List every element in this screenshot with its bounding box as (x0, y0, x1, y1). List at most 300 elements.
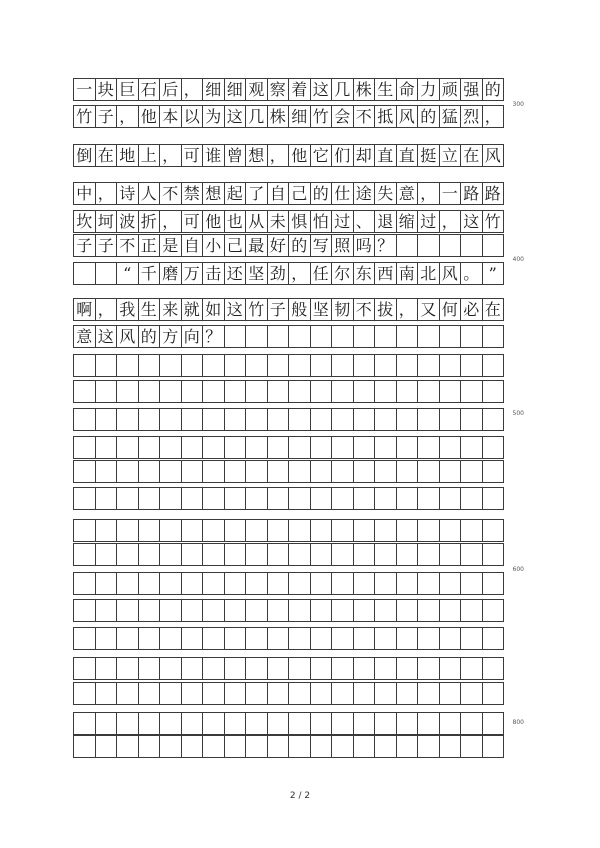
grid-cell (396, 380, 419, 403)
grid-cell (417, 380, 440, 403)
grid-cell (202, 599, 225, 622)
grid-cell (439, 657, 462, 680)
grid-cell (181, 487, 204, 510)
grid-cell (482, 519, 505, 542)
grid-cell: 是 (159, 234, 182, 257)
grid-cell (331, 543, 354, 566)
grid-cell (331, 460, 354, 483)
grid-cell (73, 657, 96, 680)
grid-cell: 人 (138, 182, 161, 205)
grid-cell (353, 519, 376, 542)
grid-cell (417, 234, 440, 257)
grid-cell (396, 712, 419, 735)
grid-cell (95, 657, 118, 680)
grid-cell: 写 (310, 234, 333, 257)
grid-cell (202, 572, 225, 595)
grid-cell (460, 408, 483, 431)
grid-cell (439, 408, 462, 431)
grid-cell: 的 (138, 325, 161, 348)
grid-cell: 尔 (331, 262, 354, 285)
grid-cell (267, 657, 290, 680)
grid-cell (95, 354, 118, 377)
grid-cell (353, 627, 376, 650)
grid-cell (417, 543, 440, 566)
grid-cell (331, 657, 354, 680)
grid-cell (224, 354, 247, 377)
grid-cell: 向 (181, 325, 204, 348)
grid-cell: 细 (288, 105, 311, 128)
grid-cell (288, 408, 311, 431)
grid-row (73, 519, 523, 542)
grid-cell: 这 (224, 105, 247, 128)
grid-row (73, 712, 523, 735)
grid-cell (138, 408, 161, 431)
grid-cell: ？ (374, 234, 397, 257)
grid-cell (439, 325, 462, 348)
grid-cell (159, 682, 182, 705)
grid-cell (460, 657, 483, 680)
grid-cell (374, 657, 397, 680)
grid-cell (353, 408, 376, 431)
grid-cell (95, 599, 118, 622)
grid-cell: 不 (353, 105, 376, 128)
grid-cell (396, 572, 419, 595)
grid-row (73, 408, 523, 431)
grid-cell (331, 354, 354, 377)
grid-cell (181, 543, 204, 566)
grid-cell (73, 354, 96, 377)
grid-cell (331, 408, 354, 431)
grid-cell (396, 487, 419, 510)
grid-cell (267, 682, 290, 705)
grid-cell (482, 712, 505, 735)
grid-cell: 们 (331, 144, 354, 167)
grid-cell (374, 408, 397, 431)
grid-cell: 风 (116, 325, 139, 348)
grid-cell (267, 325, 290, 348)
grid-cell (482, 543, 505, 566)
grid-row (73, 572, 523, 595)
grid-cell (417, 408, 440, 431)
grid-row (73, 78, 523, 101)
grid-cell (417, 627, 440, 650)
grid-cell: 风 (482, 144, 505, 167)
grid-cell (439, 354, 462, 377)
grid-cell: 自 (267, 182, 290, 205)
grid-cell (310, 735, 333, 758)
grid-cell (460, 519, 483, 542)
grid-cell: 劲 (267, 262, 290, 285)
grid-cell: 命 (396, 78, 419, 101)
grid-cell (245, 354, 268, 377)
grid-cell (374, 519, 397, 542)
grid-cell (267, 572, 290, 595)
grid-cell: ， (95, 298, 118, 321)
grid-cell (482, 487, 505, 510)
grid-cell: 惧 (288, 210, 311, 233)
grid-cell (267, 380, 290, 403)
grid-cell: 却 (353, 144, 376, 167)
grid-cell (95, 627, 118, 650)
grid-cell (417, 325, 440, 348)
grid-cell (288, 325, 311, 348)
grid-cell (73, 519, 96, 542)
grid-row (73, 436, 523, 459)
grid-cell (245, 460, 268, 483)
grid-row (73, 262, 523, 285)
grid-cell: ， (159, 210, 182, 233)
grid-cell (417, 572, 440, 595)
grid-cell: ？ (202, 325, 225, 348)
grid-cell: 南 (396, 262, 419, 285)
grid-cell (224, 627, 247, 650)
grid-cell (116, 599, 139, 622)
grid-cell: 未 (267, 210, 290, 233)
grid-cell (417, 712, 440, 735)
grid-cell (331, 735, 354, 758)
grid-cell (245, 735, 268, 758)
grid-cell (116, 682, 139, 705)
grid-cell (353, 380, 376, 403)
grid-cell: 观 (245, 78, 268, 101)
grid-cell (138, 572, 161, 595)
grid-cell: 察 (267, 78, 290, 101)
grid-cell: 为 (202, 105, 225, 128)
grid-cell (396, 460, 419, 483)
grid-cell: 的 (417, 105, 440, 128)
grid-cell (95, 487, 118, 510)
grid-cell (202, 627, 225, 650)
grid-cell (460, 543, 483, 566)
grid-cell (95, 543, 118, 566)
grid-cell (116, 627, 139, 650)
grid-cell (181, 460, 204, 483)
grid-cell: 倒 (73, 144, 96, 167)
grid-cell (245, 599, 268, 622)
grid-cell (460, 436, 483, 459)
grid-cell (417, 460, 440, 483)
grid-cell: 怕 (310, 210, 333, 233)
grid-cell (159, 627, 182, 650)
grid-cell (374, 712, 397, 735)
grid-cell (95, 682, 118, 705)
grid-cell (439, 712, 462, 735)
grid-cell: 。 (460, 262, 483, 285)
grid-cell (267, 519, 290, 542)
grid-cell (95, 436, 118, 459)
grid-row (73, 325, 523, 348)
grid-cell: 立 (439, 144, 462, 167)
grid-cell (267, 436, 290, 459)
grid-cell: 上 (138, 144, 161, 167)
grid-cell: 坎 (73, 210, 96, 233)
grid-cell (374, 487, 397, 510)
grid-cell (288, 380, 311, 403)
grid-cell: 还 (224, 262, 247, 285)
grid-cell (482, 627, 505, 650)
grid-cell: 好 (267, 234, 290, 257)
word-count-mark: 800 (512, 719, 524, 726)
grid-cell (224, 572, 247, 595)
grid-cell: ， (482, 105, 505, 128)
grid-cell (331, 519, 354, 542)
grid-cell (138, 460, 161, 483)
grid-cell: 后 (159, 78, 182, 101)
grid-cell: 想 (245, 144, 268, 167)
grid-cell (181, 519, 204, 542)
grid-cell (396, 627, 419, 650)
grid-cell (138, 712, 161, 735)
grid-cell (417, 354, 440, 377)
grid-cell (202, 380, 225, 403)
grid-cell (116, 657, 139, 680)
grid-cell (181, 712, 204, 735)
grid-cell (396, 543, 419, 566)
grid-cell (267, 487, 290, 510)
grid-cell: 本 (159, 105, 182, 128)
grid-cell: 子 (73, 234, 96, 257)
grid-cell (224, 436, 247, 459)
grid-cell (138, 682, 161, 705)
grid-cell (245, 657, 268, 680)
grid-cell: 风 (439, 262, 462, 285)
grid-cell: 磨 (159, 262, 182, 285)
grid-cell (181, 436, 204, 459)
grid-cell (138, 487, 161, 510)
grid-cell: 挺 (417, 144, 440, 167)
grid-cell (353, 436, 376, 459)
grid-cell: 坷 (95, 210, 118, 233)
grid-cell (396, 354, 419, 377)
grid-cell (202, 543, 225, 566)
grid-cell (310, 380, 333, 403)
grid-cell (159, 599, 182, 622)
grid-cell: 力 (417, 78, 440, 101)
grid-cell (396, 682, 419, 705)
grid-cell (202, 436, 225, 459)
grid-cell: 坚 (310, 298, 333, 321)
grid-cell (396, 657, 419, 680)
grid-cell (417, 487, 440, 510)
grid-cell (245, 572, 268, 595)
grid-cell (116, 519, 139, 542)
grid-cell (159, 572, 182, 595)
grid-cell: 株 (353, 78, 376, 101)
grid-cell: 己 (224, 234, 247, 257)
grid-cell: 在 (460, 144, 483, 167)
grid-cell (116, 354, 139, 377)
grid-cell: ， (95, 182, 118, 205)
grid-cell: 这 (460, 210, 483, 233)
grid-cell (181, 682, 204, 705)
grid-cell: 他 (288, 144, 311, 167)
grid-cell (310, 460, 333, 483)
grid-row (73, 460, 523, 483)
grid-cell: 直 (374, 144, 397, 167)
grid-cell (439, 519, 462, 542)
grid-cell (331, 712, 354, 735)
grid-cell (73, 262, 96, 285)
grid-cell (138, 657, 161, 680)
grid-cell: 必 (460, 298, 483, 321)
grid-cell (374, 572, 397, 595)
grid-cell (482, 735, 505, 758)
grid-cell (116, 543, 139, 566)
word-count-mark: 600 (512, 566, 524, 573)
grid-cell (202, 712, 225, 735)
grid-cell (396, 234, 419, 257)
grid-cell: 子 (95, 105, 118, 128)
grid-cell (353, 712, 376, 735)
grid-cell (439, 543, 462, 566)
grid-cell: 路 (482, 182, 505, 205)
grid-cell: 的 (288, 234, 311, 257)
grid-cell (73, 735, 96, 758)
grid-cell (374, 436, 397, 459)
grid-cell (396, 436, 419, 459)
grid-row (73, 182, 523, 205)
grid-cell: 仕 (331, 182, 354, 205)
grid-cell (310, 712, 333, 735)
grid-cell: 竹 (245, 298, 268, 321)
grid-cell: 石 (138, 78, 161, 101)
grid-cell: 照 (331, 234, 354, 257)
grid-cell (288, 487, 311, 510)
grid-row (73, 487, 523, 510)
grid-cell (288, 627, 311, 650)
grid-cell (159, 735, 182, 758)
grid-cell: 猛 (439, 105, 462, 128)
grid-cell (417, 682, 440, 705)
grid-cell (482, 380, 505, 403)
grid-cell (374, 543, 397, 566)
grid-cell: 可 (181, 144, 204, 167)
grid-cell: 就 (181, 298, 204, 321)
grid-cell (181, 408, 204, 431)
page-indicator: 2 / 2 (289, 791, 311, 801)
grid-cell (482, 234, 505, 257)
grid-cell (310, 657, 333, 680)
grid-row (73, 380, 523, 403)
grid-cell (460, 354, 483, 377)
grid-cell (374, 380, 397, 403)
grid-cell: 韧 (331, 298, 354, 321)
grid-cell (482, 599, 505, 622)
grid-cell (396, 735, 419, 758)
grid-cell: ” (482, 262, 505, 285)
grid-cell (202, 735, 225, 758)
grid-cell (439, 735, 462, 758)
grid-cell (310, 682, 333, 705)
grid-row (73, 144, 523, 167)
grid-cell (202, 354, 225, 377)
grid-cell (482, 354, 505, 377)
grid-cell (267, 599, 290, 622)
grid-cell (353, 599, 376, 622)
grid-cell (374, 627, 397, 650)
grid-cell: ， (396, 298, 419, 321)
grid-cell: 了 (245, 182, 268, 205)
grid-cell (245, 408, 268, 431)
grid-cell (310, 436, 333, 459)
grid-cell (331, 325, 354, 348)
grid-cell (460, 487, 483, 510)
grid-cell (224, 487, 247, 510)
grid-cell (181, 572, 204, 595)
grid-cell (288, 460, 311, 483)
grid-row (73, 234, 523, 257)
grid-cell (439, 487, 462, 510)
grid-cell: 啊 (73, 298, 96, 321)
grid-cell: 任 (310, 262, 333, 285)
grid-cell (245, 627, 268, 650)
grid-cell (288, 519, 311, 542)
grid-cell (439, 682, 462, 705)
grid-cell (460, 380, 483, 403)
grid-cell: 竹 (310, 105, 333, 128)
grid-cell: 竹 (482, 210, 505, 233)
grid-cell: 着 (288, 78, 311, 101)
grid-cell: 击 (202, 262, 225, 285)
grid-cell (95, 572, 118, 595)
grid-cell (353, 354, 376, 377)
grid-cell: 可 (181, 210, 204, 233)
grid-row (73, 682, 523, 705)
grid-cell (159, 460, 182, 483)
grid-cell (116, 460, 139, 483)
grid-cell: 如 (202, 298, 225, 321)
grid-cell: ， (116, 105, 139, 128)
grid-cell (267, 354, 290, 377)
grid-cell (138, 599, 161, 622)
grid-cell (159, 657, 182, 680)
grid-cell (138, 735, 161, 758)
grid-cell: 也 (224, 210, 247, 233)
grid-cell (73, 436, 96, 459)
grid-cell (396, 519, 419, 542)
grid-cell (245, 543, 268, 566)
grid-cell: 他 (202, 210, 225, 233)
grid-cell (396, 599, 419, 622)
grid-cell (116, 380, 139, 403)
grid-cell (310, 487, 333, 510)
grid-cell (202, 487, 225, 510)
grid-cell (460, 599, 483, 622)
grid-cell (353, 325, 376, 348)
grid-cell (288, 712, 311, 735)
grid-cell: 风 (396, 105, 419, 128)
grid-cell (95, 460, 118, 483)
grid-cell (482, 408, 505, 431)
grid-cell (73, 487, 96, 510)
grid-cell: ， (159, 144, 182, 167)
grid-cell (353, 487, 376, 510)
grid-cell (482, 657, 505, 680)
grid-cell (417, 436, 440, 459)
grid-cell: 东 (353, 262, 376, 285)
grid-cell: 会 (331, 105, 354, 128)
grid-row (73, 599, 523, 622)
grid-cell (95, 262, 118, 285)
grid-cell: 子 (95, 234, 118, 257)
grid-cell (224, 325, 247, 348)
grid-cell (245, 380, 268, 403)
grid-cell (439, 627, 462, 650)
grid-cell (439, 460, 462, 483)
grid-cell (288, 543, 311, 566)
grid-cell (138, 519, 161, 542)
grid-cell (159, 543, 182, 566)
